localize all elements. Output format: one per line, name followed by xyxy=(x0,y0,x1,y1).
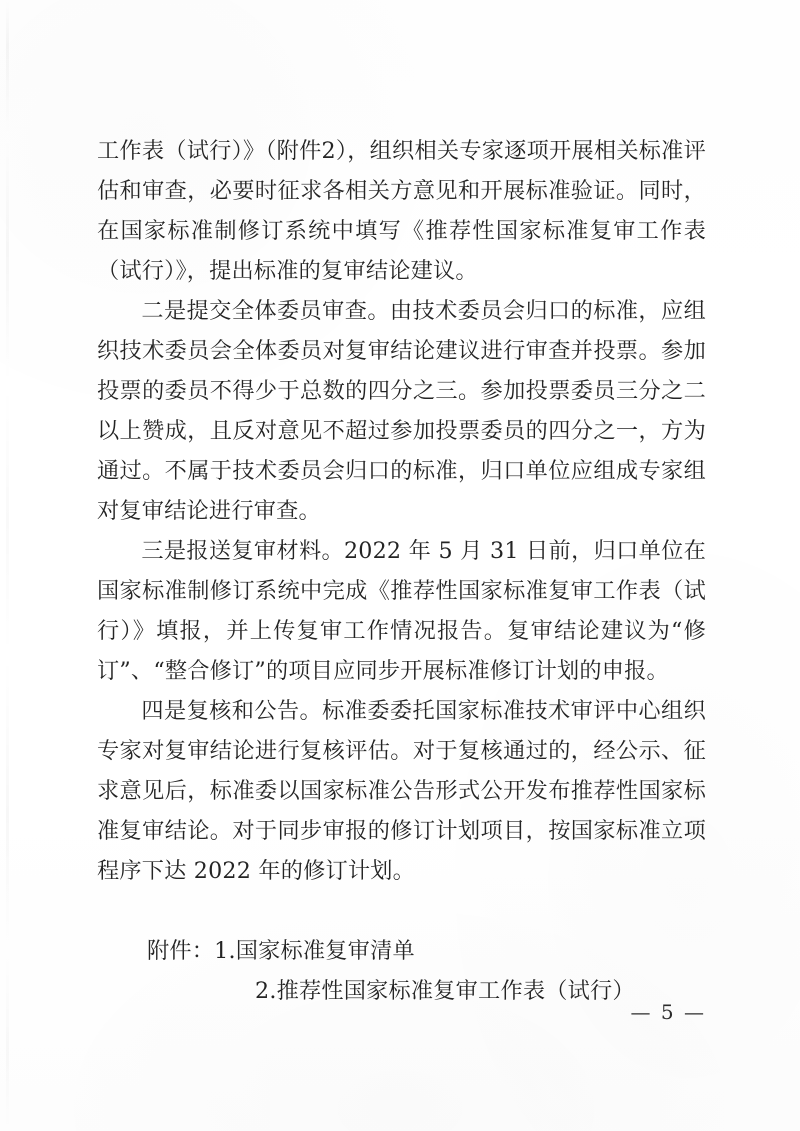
attachment-row-1 xyxy=(97,931,706,971)
document-body xyxy=(97,131,706,891)
attachment-item-1: 1.国家标准复审清单 xyxy=(214,938,415,964)
paragraph-point-four: 四是复核和公告。标准委委托国家标准技术审评中心组织专家对复审结论进行复核评估。对于复核通过的，经公示、征求意见后，标准委以国家标准公告形式公开发布推荐性国家标准复审结论。对于同步审报的修订计划项目，按国家标准立项程序下达 2022 年的修订计划。 xyxy=(97,698,706,884)
attachments-label: 附件： xyxy=(147,938,215,964)
paragraph-continued: 工作表（试行）》（附件2），组织相关专家逐项开展相关标准评估和审查，必要时征求各相关方意见和开展标准验证。同时，在国家标准制修订系统中填写《推荐性国家标准复审工作表（试行）》，提出标准的复审结论建议。 xyxy=(97,138,706,284)
paragraph-point-two: 二是提交全体委员审查。由技术委员会归口的标准，应组织技术委员会全体委员对复审结论建议进行审查并投票。参加投票的委员不得少于总数的四分之三。参加投票委员三分之二以上赞成，且反对意见不超过参加投票委员的四分之一，方为通过。不属于技术委员会归口的标准，归口单位应组成专家组对复审结论进行审查。 xyxy=(97,298,706,524)
paragraph-point-three: 三是报送复审材料。2022 年 5 月 31 日前，归口单位在国家标准制修订系统中完成《推荐性国家标准复审工作表（试行）》填报，并上传复审工作情况报告。复审结论建议为“修订”、“整合修订”的项目应同步开展标准修订计划的申报。 xyxy=(97,538,706,684)
attachment-item-2: 2.推荐性国家标准复审工作表（试行） xyxy=(255,978,635,1004)
page-number: — 5 — xyxy=(630,1000,706,1024)
